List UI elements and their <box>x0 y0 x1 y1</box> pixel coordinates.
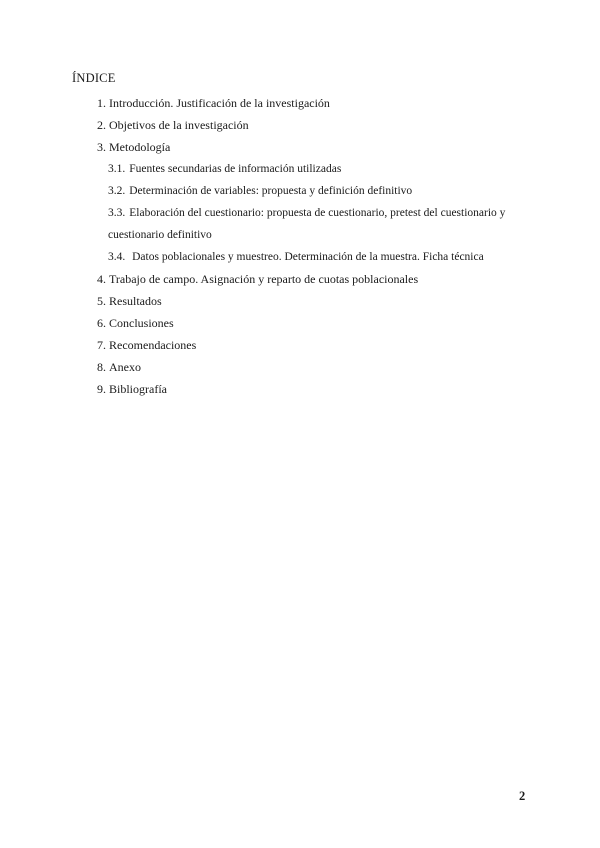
toc-item <box>72 114 542 136</box>
index-title: ÍNDICE <box>72 71 116 85</box>
toc-subitem-text: Fuentes secundarias de información utilizadas <box>129 163 342 175</box>
toc-item-number: 3. <box>97 140 106 154</box>
toc-item-number: 9. <box>97 382 106 396</box>
toc-item <box>72 356 542 378</box>
toc-item-number: 4. <box>97 272 106 286</box>
page-number: 2 <box>519 789 526 803</box>
toc-subitem <box>72 202 542 246</box>
toc-item-number: 1. <box>97 96 106 110</box>
toc-item <box>72 312 542 334</box>
toc-subitem-text: Elaboración del cuestionario: propuesta de cuestionario, pretest del cuestionario y cuestionario definitivo <box>108 207 506 241</box>
toc-subitem-text: Determinación de variables: propuesta y definición definitivo <box>129 185 413 197</box>
toc-item-text: Bibliografía <box>109 382 167 396</box>
toc-item-number: 6. <box>97 316 106 330</box>
toc-subitem-text: Datos poblacionales y muestreo. Determinación de la muestra. Ficha técnica <box>129 251 484 263</box>
toc-subitem-number: 3.4. <box>108 251 126 263</box>
toc-item <box>72 268 542 290</box>
toc-item-text: Resultados <box>109 294 162 308</box>
toc-item <box>72 378 542 400</box>
toc-item-text: Metodología <box>109 140 171 154</box>
toc-subitem-number: 3.2. <box>108 185 126 197</box>
table-of-contents <box>72 92 542 400</box>
toc-item <box>72 136 542 158</box>
toc-item-text: Recomendaciones <box>109 338 197 352</box>
toc-item-text: Objetivos de la investigación <box>109 118 249 132</box>
toc-item-number: 5. <box>97 294 106 308</box>
toc-item <box>72 334 542 356</box>
toc-item <box>72 290 542 312</box>
toc-item-text: Conclusiones <box>109 316 174 330</box>
toc-item-text: Trabajo de campo. Asignación y reparto de cuotas poblacionales <box>109 272 419 286</box>
toc-item-number: 2. <box>97 118 106 132</box>
toc-item-text: Introducción. Justificación de la investigación <box>109 96 330 110</box>
toc-subitem <box>72 246 542 268</box>
toc-item-number: 7. <box>97 338 106 352</box>
toc-item-text: Anexo <box>109 360 141 374</box>
toc-subitem <box>72 158 542 180</box>
toc-item <box>72 92 542 114</box>
toc-subitem-number: 3.3. <box>108 207 126 219</box>
toc-subitem-number: 3.1. <box>108 163 126 175</box>
toc-subitem <box>72 180 542 202</box>
toc-item-number: 8. <box>97 360 106 374</box>
